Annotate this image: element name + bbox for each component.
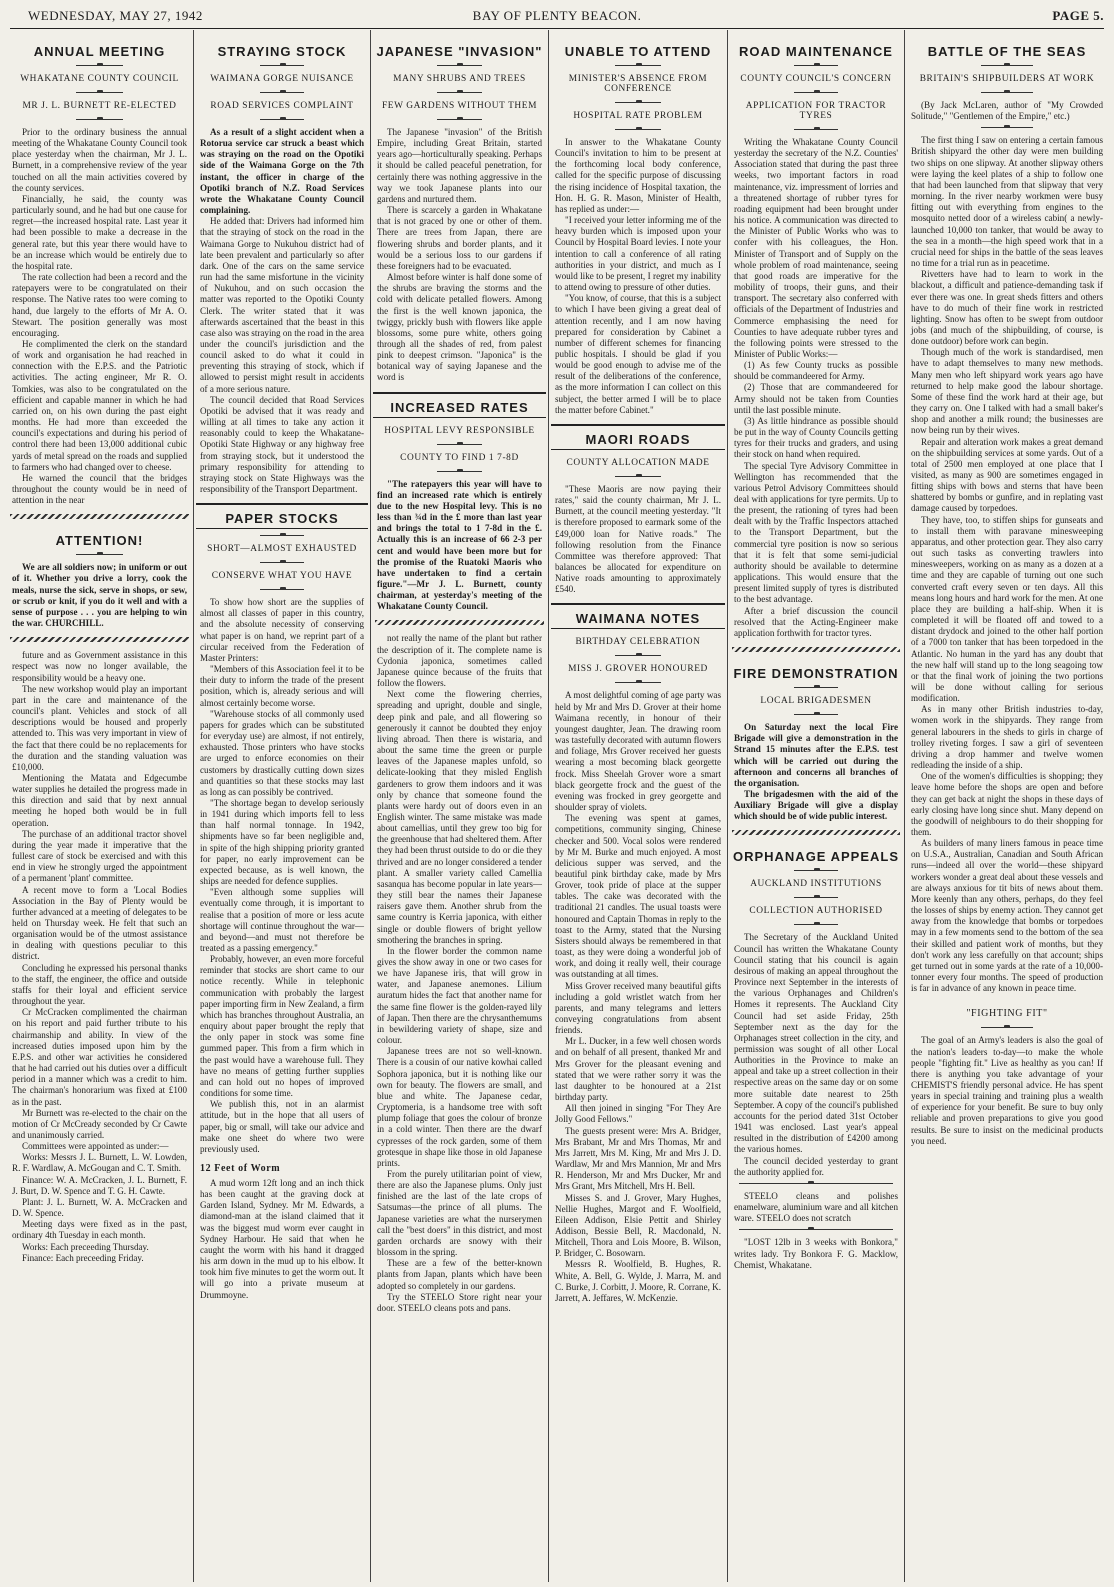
article-headline: FIRE DEMONSTRATION [733, 666, 899, 682]
divider [260, 535, 305, 536]
paragraph: Prior to the ordinary business the annual meeting of the Whakatane County Council took place yesterday when the chairman, Mr J. L. Burnett, in a comprehensive review of the year touched on all the main activities covered by the county services. [12, 127, 187, 193]
paragraph: The goal of an Army's leaders is also the goal of the nation's leaders to-day—to make the whole people "fighting fit." Live as healthy as you can! If there is anything you take advantage of your CHEMIST'S friendly personal advice. He has spent years in special training and training plus a wealth of experience for your benefit. Be sure to buy only reliable and proven preparations to give you good results. Be sure to insist on the medicinal products you need. [911, 1035, 1103, 1146]
lead-paragraph: On Saturday next the local Fire Brigade will give a demonstration in the Strand 15 minutes after the E.P.S. test which will be carried out during the afternoon and concerns all branches of the organisation. [734, 722, 898, 788]
paragraph: The first thing I saw on entering a certain famous British shipyard the other day were men building two ships on one slipway. At another slipway others were laying the keel plates of a ship to follow one that had been launched from that slipway that very morning. In the river nearby workmen were busy fitting out with everything from engines to the mosquito netted door of a wireless cabin( a newly-launched 10,000 ton tanker, that would be away to the sea in a month—the high speed work that in a crucial need for ships in the battle of the seas leaves no time for a trial run as in peacetime. [911, 135, 1103, 269]
border-ornament [732, 830, 900, 835]
article-subhead: WAIMANA GORGE NUISANCE [210, 74, 354, 84]
paragraph: The Secretary of the Auckland United Council has written the Whakatane County Council stating that his council is again desirous of making an appeal throughout the Province next September in the interests of the various Orphanages and Children's Homes it represents. The Auckland City Council had set aside Friday, 25th September next as the day for the Orphanages street collection in the city, and permission was sought of all other Local Authorities in the Province to make an appeal and take up a street collection in their respective areas on the same day or on some more suitable date nearest to 25th September. A copy of the council's published accounts for the period dated 31st October 1941 was enclosed. Last year's appeal resulted in the distribution of £4200 among the various homes. [734, 932, 898, 1155]
paragraph: Repair and alteration work makes a great demand on the shipbuilding services at some yards. Out of a total of 2500 men employed at one place that I visited, as many as 900 are sometimes engaged in fitting ships with bows and sterns that have been shattered by bombs or gunfire, and in replating vast damage caused by torpedoes. [911, 436, 1103, 514]
paper-title: BAY OF PLENTY BEACON. [472, 8, 642, 23]
paragraph: Cr McCracken complimented the chairman on his report and paid further tribute to his chairmanship and ability. In view of the increased duties imposed upon him by the E.P.S. and other war activities he considered that he had carried out his duties over a difficult period in a manner which was a credit to him. The chairman's honorarium was fixed at £100 as in the past. [12, 1007, 187, 1107]
border-ornament [732, 647, 900, 652]
article-headline: JAPANESE "INVASION" [376, 44, 543, 59]
paragraph: The council decided yesterday to grant the authority applied for. [734, 1155, 898, 1177]
paragraph: The purchase of an additional tractor shovel during the year made it imperative that the fullest care of stock be exercised and with this end in view he strongly urged the appointment of a permanent 'plant' committee. [12, 828, 187, 884]
column-6 [907, 30, 1107, 1582]
article-subhead: COLLECTION AUTHORISED [749, 906, 883, 917]
divider [981, 65, 1033, 66]
column-2 [196, 30, 368, 1582]
paragraph: "Even although some supplies will eventually come through, it is important to realise that a position of more or less acute shortage will continue throughout the war—and beyond—and must not therefore be treated as a passing emergency." [200, 887, 364, 953]
lead-paragraph: The brigadesmen with the aid of the Auxiliary Brigade will give a display which should be of wide public interest. [734, 788, 898, 822]
paragraph: He warned the council that the bridges throughout the county would be in need of attention in the near [12, 472, 187, 506]
paragraph: Almost before winter is half done some of the shrubs are braving the storms and the cold with delicate petalled flowers. Among the first is the well known japonica, the twiggy, prickly bush with flowers like apple blossoms, some pure white, others going through all the shades of red, from palest pink to deepest crimson. "Japonica" is the botanical way of saying Japanese and the word is [377, 272, 542, 383]
border-ornament [375, 620, 544, 625]
divider [794, 870, 839, 871]
article-subhead: COUNTY TO FIND 1 7-8D [400, 452, 519, 463]
paragraph: He added that: Drivers had informed him that the straying of stock on the road in the Waimana Gorge to Nukuhou district had of late been prevalent and particularly so after dark. One of the cars on the same service run had the same misfortune in the vicinity of Nukuhou, and on such occasion the matter was reported to the Opotiki County Clerk. The writer stated that it was afterwards ascertained that the beast in this case also was straying on the road in the area under the council's jurisdiction and the council asked to do what it could in preventing this straying of stock, which if allowed to persist might result in accidents of a more serious nature. [200, 216, 364, 394]
divider [739, 1183, 894, 1184]
paragraph: "You know, of course, that this is a subject to which I have been giving a great deal of attention recently, and I am now having prepared for consideration by Cabinet a number of different schemes for financing public hospitals. I should be glad if you would be good enough to advise me of the result of the deliberations of the conference, as the more information I can collect on this subject, the better armed I will be to place the matter before Cabinet." [555, 293, 721, 415]
paragraph: future and as Government assistance in this respect was now no longer available, the responsibility would be a heavy one. [12, 650, 187, 683]
notice-headline: ATTENTION! [55, 533, 144, 549]
divider [437, 92, 482, 93]
divider [794, 924, 839, 925]
article-headline: ANNUAL MEETING [33, 44, 166, 59]
divider [794, 897, 839, 898]
divider [76, 554, 124, 555]
divider [437, 65, 482, 66]
paragraph: "I received your letter informing me of the heavy burden which is imposed upon your Council by Hospital Board levies. I note your intention to call a conference of all rating authorities in your district, and much as I would like to be present, I regret my inability to attend owing to pressure of other duties. [555, 215, 721, 293]
divider [260, 92, 305, 93]
divider [794, 92, 839, 93]
paragraph: All then joined in singing "For They Are Jolly Good Fellows." [555, 1103, 721, 1125]
paragraph: Mentioning the Matata and Edgecumbe water supplies he detailed the progress made in this direction and said that by next annual meeting he hoped both would be in full operation. [12, 772, 187, 828]
divider [615, 476, 660, 477]
divider [260, 562, 305, 563]
paragraph: They have, too, to stiffen ships for gunseats and to install them with paravane minesweeping apparatus, and other protection gear. They also carry out such tasks as converting trawlers into minesweepers, working on as many as a dozen at a time and they are capable of turning out one such converted craft every seven or ten days. All this means long hours and hard work for the men. At one place they are building a half-ship. When it is completed it will be floated off and towed to a distant drydock and joined to the other half portion of a 7000 ton tanker that has been torpedoed in the Atlantic. No human in the yard has any doubt that the new half will stand up to the long seagoing tow or that the final work of joining the two portions will be done without calling for serious modification. [911, 514, 1103, 704]
churchill-quote: We are all soldiers now; in uniform or out of it. Whether you drive a lorry, cook the meals, nurse the sick, serve in shops, or sew, or scrub or knit, if you do it well and with a sense of purpose . . . you are helping to win the war. CHURCHILL. [12, 562, 187, 629]
article-subhead: LOCAL BRIGADESMEN [760, 696, 872, 707]
paragraph: In answer to the Whakatane County Council's invitation to him to be present at the forthcoming local body conference, called for the specific purpose of discussing the rising incidence of Hospital taxation, the Hon. H. G. R. Mason, Minister of Health, has replied as under:— [555, 137, 721, 214]
border-ornament [10, 637, 189, 642]
article-subhead: COUNTY ALLOCATION MADE [566, 457, 710, 468]
paragraph: One of the women's difficulties is shopping; they leave home before the shops are open and before they can get back at night the shops in these days of early closing have long since shut. Many depend on the goodwill of neighbours to do their shopping for them. [911, 771, 1103, 837]
paragraph: Finance: W. A. McCracken, J. L. Burnett, F. J. Burt, D. W. Spence and T. G. H. Cawte. [12, 1174, 187, 1196]
paragraph: A most delightful coming of age party was held by Mr and Mrs D. Grover at their home Waimana recently, in honour of their youngest daughter, Jean. The drawing room was tastefully decorated with autumn flowers and foliage, Mrs Grover received her guests wearing a most becoming black georgette frock. Miss Sheelah Grover wore a smart black georgette frock and the guest of the evening was frocked in grey georgette and shoulder spray of violets. [555, 690, 721, 813]
masthead [10, 6, 1104, 29]
divider [615, 655, 660, 656]
article-headline: WAIMANA NOTES [551, 603, 725, 629]
paragraph: We publish this, not in an alarmist attitude, but in the hope that all users of paper, big or small, will take our advice and make one sheet do where two were previously used. [200, 1099, 364, 1154]
divider [794, 129, 839, 130]
article-headline: UNABLE TO ATTEND [564, 44, 712, 59]
paragraph: Misses S. and J. Grover, Mary Hughes, Nellie Hughes, Margot and F. Woolfield, Eileen Addison, Elsie Pettit and Shirley Addison, Bessie Bell, R. Macdonald, N. Mitchell, Thora and Lois Moore, B. Wilson, P. Bridger, C. Bosowarn. [555, 1192, 721, 1259]
paragraph: After a brief discussion the council resolved that the Acting-Engineer make application forthwith for tractor tyres. [734, 605, 898, 638]
paragraph: Concluding he expressed his personal thanks to the staff, the engineer, the office and outside staffs for their loyal and efficient service throughout the year. [12, 962, 187, 1007]
divider [794, 687, 839, 688]
advert: Try the STEELO Store right near your door. STEELO cleans pots and pans. [377, 1291, 542, 1313]
divider [615, 682, 660, 683]
border-ornament [10, 514, 189, 519]
article-subhead: COUNTY COUNCIL'S CONCERN [740, 74, 892, 84]
divider [981, 92, 1033, 93]
paragraph: These are a few of the better-known plants from Japan, plants which have been adopted so completely in our gardens. [377, 1258, 542, 1291]
column-rule [548, 30, 549, 1582]
article-subhead: MR J. L. BURNETT RE-ELECTED [22, 101, 177, 111]
divider [76, 65, 124, 66]
divider [437, 444, 482, 445]
article-headline: PAPER STOCKS [196, 503, 368, 529]
paragraph: Writing the Whakatane County Council yesterday the secretary of the N.Z. Counties' Association stated that during the past three weeks, two important factors in road maintenance, viz. impressment of lorries and a threatened shortage of rubber tyres for roading equipment had been brought under his notice. A communication was directed to the Minister of Public Works who was to confer with his colleagues, the Hon. Minister of Transport and of Supply on the whole problem of road maintenance, seeing that good roads are imperative for the mobility of troops, their guns, and their transport. The secretary also conferred with officials of the Department of Industries and Commerce emphasising the need for Counties to have adequate rubber tyres and the following points were stressed to the Minister of Public Works:— [734, 137, 898, 359]
paragraph: Mr Burnett was re-elected to the chair on the motion of Cr McCready seconded by Cr Cawte and unanimously carried. [12, 1107, 187, 1140]
paragraph: Works: Each preceeding Thursday. [22, 1241, 149, 1252]
divider [260, 65, 305, 66]
article-subhead: BRITAIN'S SHIPBUILDERS AT WORK [919, 74, 1095, 84]
divider [437, 471, 482, 472]
divider [615, 65, 660, 66]
article-headline: BATTLE OF THE SEAS [927, 44, 1087, 59]
article-subhead: MANY SHRUBS AND TREES [393, 74, 526, 84]
paragraph: Meeting days were fixed as in the past, ordinary 4th Tuesday in each month. [12, 1219, 187, 1241]
article-headline: ORPHANAGE APPEALS [732, 849, 900, 865]
paragraph: "Warehouse stocks of all commonly used papers for grades which can be substituted for everyday use) are almost, if not entirely, exhausted. Those printers who have stocks are urged to enforce economies on their customers by drastically cutting down sizes and quantities so that these stocks may last as long as can possibly be contrived. [200, 708, 364, 797]
paragraph: A recent move to form a 'Local Bodies Association in the Bay of Plenty would be further advanced at a meeting of delegates to be held on Thursday week. He felt that such an organisation would be of the utmost assistance in dealing with questions peculiar to this district. [12, 884, 187, 962]
advert: STEELO cleans and polishes enamelware, aluminium ware and all kitchen ware. STEELO does not scratch [734, 1190, 898, 1224]
column-5 [730, 30, 902, 1582]
paragraph: Probably, however, an even more forceful reminder that stocks are short came to our notice recently. While in telephonic communication with probably the largest paper importing firm in New Zealand, a firm which has branches throughout Australia, an enquiry about paper brought the reply that the only paper in stock was some fine gummed paper. This from a firm which in the past would have a warehouse full. They have no means of getting further supplies and can hold out no hopes of improved conditions for some time. [200, 954, 364, 1099]
column-rule [904, 30, 905, 1582]
paragraph: Committees were appointed as under:— [22, 1141, 169, 1152]
article-subhead: WHAKATANE COUNTY COUNCIL [20, 74, 179, 84]
advert: "LOST 12lb in 3 weeks with Bonkora," writes lady. Try Bonkora F. G. Macklow, Chemist, Whakatane. [734, 1237, 898, 1270]
divider [739, 1229, 894, 1230]
paragraph: Though much of the work is standardised, men have to adapt themselves to many new methods. Many men who left shipyard work years ago have returned to help make good the labour shortage. Some of these find the work hard at their age, but they carry on. One I talked with had a small baker's shop and another a milk round; the businesses are now being run by their wives. [911, 347, 1103, 436]
divider [981, 1027, 1033, 1028]
issue-date: WEDNESDAY, MAY 27, 1942 [28, 8, 203, 23]
paragraph: "The shortage began to develop seriously in 1941 during which imports fell to less than half normal tonnage. In 1942, shipments have so far been negligible and, in spite of the high shipping priority granted for paper, no early improvement can be expected because, as is well known, the ships are needed for defence supplies. [200, 797, 364, 887]
column-4 [551, 30, 725, 1582]
brief-headline: 12 Feet of Worm [200, 1162, 281, 1174]
article-headline: STRAYING STOCK [217, 44, 347, 59]
article-headline: ROAD MAINTENANCE [739, 44, 893, 59]
paragraph: He complimented the clerk on the standard of work and organisation he had reached in connection with the E.P.S. and the Patriotic activities. The acting engineer, Mr R. O. Tomkies, was also to be congratulated on the efficient and capable manner in which he had carried on, on his own during the past eight months. He had more than exceeded the council's expectations and during his period of control there had been 13,000 additional cubic yards of metal spread on the roads and supplied to farmers who had changed over to cheese. [12, 338, 187, 472]
divider [615, 129, 660, 130]
article-subhead: HOSPITAL LEVY RESPONSIBLE [384, 425, 535, 436]
column-rule [727, 30, 728, 1582]
byline: (By Jack McLaren, author of "My Crowded Solitude," "Gentlemen of the Empire," etc.) [911, 100, 1103, 122]
column-1 [8, 30, 191, 1582]
paragraph: To show how short are the supplies of almost all classes of paper in this country, and the absolute necessity of conserving what paper is on hand, we reprint part of a circular received from the Federation of Master Printers: [200, 597, 364, 663]
column-3 [373, 30, 546, 1582]
article-subhead: APPLICATION FOR TRACTOR TYRES [745, 101, 887, 121]
column-rule [370, 30, 371, 1582]
paragraph: The new workshop would play an important part in the care and maintenance of the council's plant. Vehicles and stock of all descriptions would be housed and properly attended to. This was very important in view of the fact that there could be no replacements for the duration and the standing valuation was £10,000. [12, 683, 187, 772]
article-subhead: SHORT—ALMOST EXHAUSTED [207, 544, 357, 555]
paragraph: The guests present were: Mrs A. Bridger, Mrs Brabant, Mr and Mrs Thomas, Mr and Mrs Jarrett, Mrs M. King, Mr and Mrs J. D. Wardlaw, Mr and Mrs Mannion, Mr and Mrs R. Henderson, Mr and Mrs Ducker, Mr and Mrs Grant, Mrs Mitchell, Mrs H. Bell. [555, 1125, 721, 1192]
paragraph: Rivetters have had to learn to work in the blackout, a difficult and patience-demanding task if ever there was one. In great sheds fitters and others have to do much of their fine work in restricted lighting. Snow has often to be swept from outdoor jobs (and much of the shipbuilding, of course, is done outdoor) before work can begin. [911, 269, 1103, 347]
article-subhead: MISS J. GROVER HONOURED [568, 664, 708, 675]
paragraph: From the purely utilitarian point of view, there are also the Japanese plums. Only just finished are the last of the late crops of Satsumas—the prince of all plums. The Japanese varieties are what the nurserymen call the "best doers" in this district, and most garden orchards are snowy with their blossom in the spring. [377, 1168, 542, 1258]
article-subhead: AUCKLAND INSTITUTIONS [750, 879, 882, 890]
paragraph: The rate collection had been a record and the ratepayers were to be congratulated on their response. The Native rates too were coming to hand, due largely to the efforts of Mr A. O. Stewart. The position generally was most encouraging. [12, 272, 187, 338]
divider [437, 119, 482, 120]
paragraph: Miss Grover received many beautiful gifts including a gold wristlet watch from her parents, and many telegrams and letters conveying congratulations from absent friends. [555, 980, 721, 1036]
paragraph: There is scarcely a garden in Whakatane that is not graced by one or other of them. There are trees from Japan, there are flowering shrubs and border plants, and it would be a serious loss to our gardens if these foreigners had to be evacuated. [377, 205, 542, 271]
lead-paragraph: As a result of a slight accident when a Rotorua service car struck a beast which was straying on the road on the Opotiki side of the Waimana Gorge on the 7th instant, the officer in charge of the Opotiki branch of N.Z. Road Services wrote the Whakatane County Council complaining. [200, 127, 364, 216]
article-headline: MAORI ROADS [551, 424, 725, 450]
column-rule [193, 30, 194, 1582]
paragraph: The special Tyre Advisory Committee in Wellington has recommended that the various Petrol Advisory Committees should deal with applications for tyre permits. Up to the present, the rationing of tyres had been dealt with by the Traffic Inspectors attached to the Transport Department, but the commercial tyre position is now so serious that it is felt that some semi-judicial authority should be available to determine applications. This would ensure that the present limited supply of tyres is distributed to the best advantage. [734, 460, 898, 605]
article-subhead: BIRTHDAY CELEBRATION [575, 637, 701, 648]
paragraph: not really the name of the plant but rather the description of it. The complete name is Cydonia japonica, sometimes called Japanese quince because of the fruits that follow the flowers. [377, 633, 542, 689]
paragraph: The council decided that Road Services Opotiki be advised that it was ready and willing at all times to take any action it reasonably could to keep the Whakatane-Opotiki State Highway or any highway free from straying stock, but it understood the primary responsibility for attending to straying stock on State Highways was the responsibility of the Transport Department. [200, 394, 364, 494]
divider [260, 119, 305, 120]
article-subhead: HOSPITAL RATE PROBLEM [573, 111, 703, 121]
paragraph: Mr L. Ducker, in a few well chosen words and on behalf of all present, thanked Mr and Mrs Grover for the pleasant evening and stated that we were rather sorry it was the last daughter to be honoured at a 21st birthday party. [555, 1036, 721, 1103]
paragraph: A mud worm 12ft long and an inch thick has been caught at the graving dock at Garden Island, Sydney. Mr M. Edwards, a diamond-man at the island claimed that it was the biggest mud worm ever caught in Sydney Harbour. He said that when he caught the worm with his hand it dragged his arm down in the mud up to his elbow. It took him five minutes to get the worm out. It will go into a private museum at Drummoyne. [200, 1177, 364, 1300]
paragraph: In the flower border the common name gives the show away in one or two cases for we have Japanese iris, that will grow in water, and Japanese anemones. Lilium auratum hides the fact that another name for the same fine flower is the golden-rayed lily of Japan. Then there are the chrysanthemums in bewildering variety of shape, size and colour. [377, 945, 542, 1046]
article-subhead: FEW GARDENS WITHOUT THEM [381, 101, 538, 111]
page-number: PAGE 5. [1052, 8, 1104, 23]
paragraph: Plant: J. L. Burnett, W. A. McCracken and D. W. Spence. [12, 1196, 187, 1219]
paragraph: The Japanese "invasion" of the British Empire, including Great Britain, started years ago—horticulturally speaking. Perhaps it should be called peaceful penetration, for certainly there was nothing aggressive in the way we took Japanese plants into our gardens and nurtured them. [377, 127, 542, 204]
lead-paragraph: "The ratepayers this year will have to find an increased rate which is entirely due to the new Hospital levy. This is no less than ¾d in the £ more than last year and brings the total to 1 7-8d in the £. Actually this is an increase of 66 2-3 per cent and would have been more but for the promise of the Ruatoki Maoris who have undertaken to find a certain figure."—Mr J. L. Burnett, county chairman, at yesterday's meeting of the Whakatane County Council. [377, 478, 542, 612]
paragraph: Financially, he said, the county was particularly sound, and he had but one cause for regret—the increased hospital rate. Last year it had been possible to make a decrease in the general rate, but this year there would have to be an increase which would be entirely due to the hospital rate. [12, 193, 187, 271]
article-subhead: CONSERVE WHAT YOU HAVE [211, 571, 353, 582]
paragraph: Next come the flowering cherries, spreading and upright, double and single, deep pink and pale, and all flowering so generously it cannot be doubted they enjoy living abroad. Then there is wistaria, and about the same time the green or purple leaves of the Japanese maples unfold, so delicate-looking that they misled English gardeners to grow them indoors and it was only by chance that someone found the plants were hardy out of doors even in an English winter. The same mistake was made about camellias, until they grew too big for the greenhouse that had sheltered them. After they had been thrust outside to do or die they thrived and are no longer considered a tender plant. A smaller variety called Camellia sasanqua has become popular in late years—they still bear the names their Japanese raisers gave them. Another shrub from the same country is Kerria japonica, with either single or double flowers of bright yellow smothering the branches in spring. [377, 689, 542, 945]
divider [76, 119, 124, 120]
divider [260, 589, 305, 590]
divider [615, 102, 660, 103]
paragraph: As in many other British industries to-day, women work in the shipyards. They range from general labourers in the sheds to girls in charge of trolley riveting forges. I saw a girl of seventeen driving a drop hammer and twelve women redleading the inside of a ship. [911, 704, 1103, 771]
paragraph: "Members of this Association feel it to be their duty to inform the trade of the present position, which is, already serious and will almost certainly become worse. [200, 664, 364, 708]
paragraph: As builders of many liners famous in peace time on U.S.A., Australian, Canadian and South African runs—indeed all over the world—these shipyard workers wonder a great deal about these vessels and are always anxious for tit bits of news about them. More keenly than any others, perhaps, do they feel the losses of ships by enemy action. They cannot get away from the knowledge that bombs or torpedoes may in a few moments send to the bottom of the sea their skilled and patient work of months, but they don't work any less carefully on that account; ships get turned out in some yards at the rate of a 10,000-tonner every four months. The speed of production is far in advance of any known in peace time. [911, 838, 1103, 994]
paragraph: (2) Those that are commandeered for Army should not be taken from Counties until the last possible minute. [734, 382, 898, 415]
article-subhead: ROAD SERVICES COMPLAINT [210, 101, 354, 111]
paragraph: The evening was spent at games, competitions, community singing, Chinese checker and 500. Vocal solos were rendered by Mr M. Burke and much enjoyed. A most delicious supper was served, and the beautiful pink birthday cake, made by Mrs Grover, took pride of place at the supper tables. The cake was decorated with the traditional 21 candles. The usual toasts were honoured and Captain Thomas in reply to the toast to the Army, stated that the Nursing Sisters should always be remembered in that toast, as they were doing a wonderful job of work, and doing it really well, their courage was outstanding at all times. [555, 813, 721, 980]
paragraph: Messrs R. Woolfield, B. Hughes, R. White, A. Bell, G. Wylde, J. Marra, M. and C. Burke, J. Corbitt, J. Moore, R. Corrane, K. Jarrett, A. Jeffares, W. McKenzie. [555, 1259, 721, 1303]
divider [794, 714, 839, 715]
article-subhead: MINISTER'S ABSENCE FROM CONFERENCE [568, 74, 708, 94]
paragraph: (3) As little hindrance as possible should be put in the way of County Councils getting tyres for their trucks and graders, and using their stock on hand when required. [734, 415, 898, 460]
article-headline: "FIGHTING FIT" [966, 1008, 1048, 1020]
paragraph: (1) As few County trucks as possible should be commandeered for Army. [734, 360, 898, 382]
divider [794, 65, 839, 66]
divider [981, 127, 1033, 128]
paragraph: Works: Messrs J. L. Burnett, L. W. Lowden, R. F. Wardlaw, A. McGougan and C. T. Smith. [12, 1152, 187, 1174]
divider [76, 92, 124, 93]
article-headline: INCREASED RATES [373, 392, 546, 418]
paragraph: "These Maoris are now paying their rates," said the county chairman, Mr J. L. Burnett, at the council meeting yesterday. "It is therefore proposed to earmark some of the £49,000 loan for Native roads." The following resolution from the Finance Committee was therefore approved: That balances be allocated for expenditure on Native roads amounting to approximately £540. [555, 483, 721, 595]
paragraph: Japanese trees are not so well-known. There is a cousin of our native kowhai called Sophora japonica, but it is nothing like our own for beauty. The flowers are small, and blue and white. The Japanese cedar, Cryptomeria, is a handsome tree with soft plump foliage that goes the colour of bronze in a cold winter. Then there are the dwarf cypresses of the rock garden, some of them grotesque in shape like those in old Japanese prints. [377, 1046, 542, 1168]
paragraph: Finance: Each preceeding Friday. [22, 1252, 144, 1263]
